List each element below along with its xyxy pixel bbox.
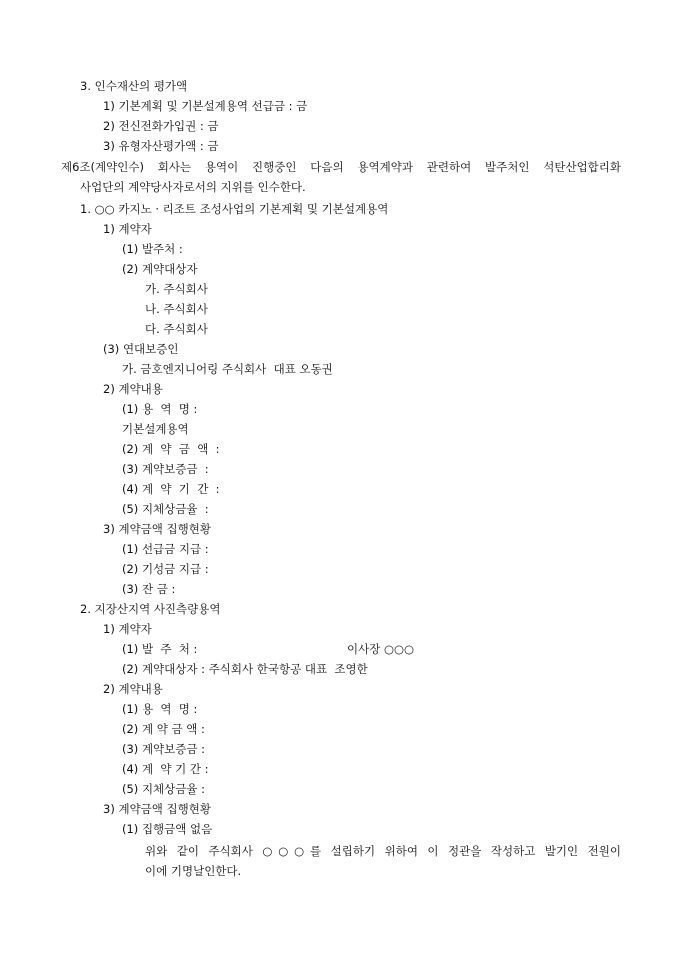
contract-1-title: 1. ○○ 카지노 · 리조트 조성사업의 기본계획 및 기본설계용역 — [80, 202, 389, 216]
article-6-line-2: 사업단의 계약당사자로서의 지위를 인수한다. — [80, 180, 306, 194]
item-1-basic-plan: 1) 기본계획 및 기본설계용역 선급금 : 금 — [103, 99, 308, 113]
contract-2-ordering-party: (1) 발 주 처 : — [122, 642, 198, 656]
contract-1-service-name: (1) 용 역 명 : — [122, 402, 198, 416]
contract-2-contractor: 1) 계약자 — [103, 622, 152, 636]
contract-1-deposit: (3) 계약보증금 : — [122, 462, 209, 476]
closing-statement-line-1: 위와 같이 주식회사 ○○○를 설립하기 위하여 이 정관을 작성하고 발기인 전원이 — [145, 844, 621, 858]
contract-2-no-execution: (1) 집행금액 없음 — [122, 822, 213, 836]
contract-1-penalty-rate: (5) 지체상금율 : — [122, 502, 209, 516]
contract-2-counterparty: (2) 계약대상자 : 주식회사 한국항공 대표 조영한 — [122, 662, 368, 676]
section-3-title: 3. 인수재산의 평가액 — [80, 79, 188, 93]
joint-guarantor: (3) 연대보증인 — [103, 342, 179, 356]
contract-1-service-value: 기본설계용역 — [122, 422, 189, 436]
article-6-line-1: 제6조(계약인수) 회사는 용역이 진행중인 다음의 용역계약과 관련하여 발주처인 석탄산업합리화 — [61, 160, 621, 174]
contract-2-execution-status: 3) 계약금액 집행현황 — [103, 802, 211, 816]
contract-1-details: 2) 계약내용 — [103, 382, 163, 396]
contract-1-execution-status: 3) 계약금액 집행현황 — [103, 522, 211, 536]
contract-2-details: 2) 계약내용 — [103, 682, 163, 696]
contract-1-period: (4) 계 약 기 간 : — [122, 482, 220, 496]
counterparty-na: 나. 주식회사 — [145, 302, 208, 316]
counterparty-ga: 가. 주식회사 — [145, 282, 208, 296]
contract-1-balance: (3) 잔 금 : — [122, 582, 176, 596]
contract-2-deposit: (3) 계약보증금 : — [122, 742, 206, 756]
contract-1-ordering-party: (1) 발주처 : — [122, 242, 183, 256]
item-2-telephone: 2) 전신전화가입권 : 금 — [103, 119, 219, 133]
contract-2-amount: (2) 계 약 금 액 : — [122, 722, 205, 736]
contract-1-counterparty: (2) 계약대상자 — [122, 262, 198, 276]
contract-2-title: 2. 지장산지역 사진측량용역 — [80, 602, 221, 616]
counterparty-da: 다. 주식회사 — [145, 322, 208, 336]
guarantor-ga: 가. 금호엔지니어링 주식회사 대표 오동권 — [122, 362, 333, 376]
contract-2-period: (4) 계 약 기 간 : — [122, 762, 209, 776]
contract-2-service-name: (1) 용 역 명 : — [122, 702, 198, 716]
contract-1-progress-payment: (2) 기성금 지급 : — [122, 562, 209, 576]
contract-1-advance-payment: (1) 선급금 지급 : — [122, 542, 209, 556]
contract-2-penalty-rate: (5) 지체상금율 : — [122, 782, 206, 796]
contract-1-contractor: 1) 계약자 — [103, 222, 152, 236]
contract-1-amount: (2) 계 약 금 액 : — [122, 442, 220, 456]
closing-statement-line-2: 이에 기명날인한다. — [145, 864, 242, 878]
contract-2-chairman: 이사장 ○○○ — [347, 642, 415, 656]
item-3-tangible-assets: 3) 유형자산평가액 : 금 — [103, 139, 219, 153]
